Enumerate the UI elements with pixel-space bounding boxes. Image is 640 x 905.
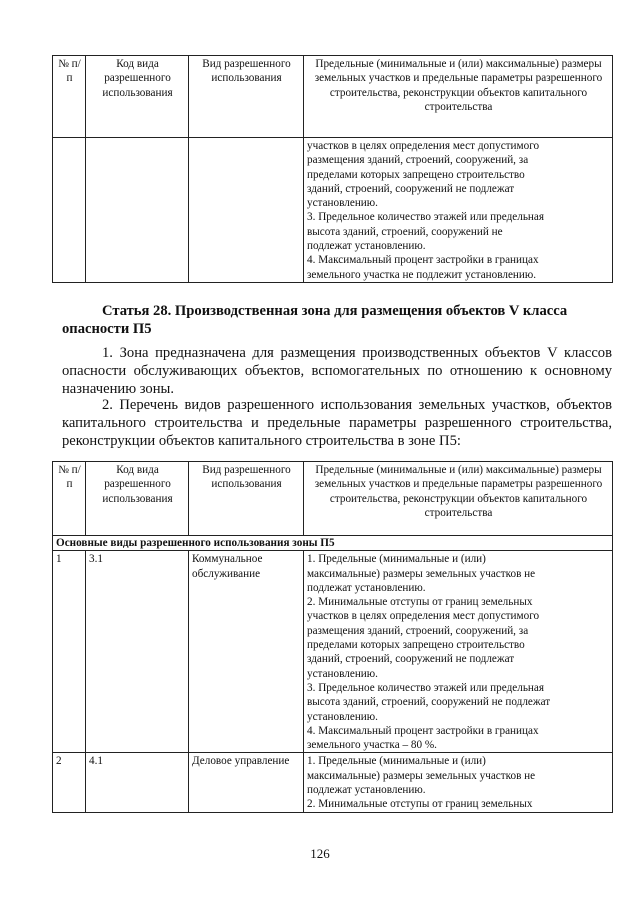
header-kind: Вид разрешенного использования [189, 462, 304, 536]
header-params: Предельные (минимальные и (или) максимальные) размеры земельных участков и предельные параметры разрешенного строительства, реконструкции объектов капитального строительства [304, 462, 613, 536]
cell-params [304, 551, 613, 753]
params-line: 3. Предельное количество этажей или предельная [307, 681, 545, 694]
params-line: подлежат установлению. [307, 581, 426, 594]
params-line: установлению. [307, 667, 378, 680]
params-line: зданий, строений, сооружений не подлежат [307, 653, 515, 666]
params-line: 2. Минимальные отступы от границ земельных [307, 596, 533, 609]
params-line: участков в целях определения мест допустимого [307, 140, 540, 152]
params-line: подлежат установлению. [307, 784, 426, 797]
article-heading [62, 302, 612, 338]
params-line: пределами которых запрещено строительство [307, 639, 525, 652]
cell-num [53, 138, 86, 283]
params-line: 4. Максимальный процент застройки в границах [307, 724, 539, 737]
article-title-line2: опасности П5 [62, 321, 152, 337]
cell-kind [189, 138, 304, 283]
params-line: размещения зданий, строений, сооружений, за [307, 154, 529, 167]
header-code: Код вида разрешенного использования [86, 56, 189, 138]
params-line: максимальные) размеры земельных участков не [307, 769, 536, 782]
params-line: 3. Предельное количество этажей или предельная [307, 211, 545, 224]
cell-params [304, 753, 613, 812]
params-line: земельного участка не подлежит установлению. [307, 268, 537, 281]
header-num: № п/п [53, 56, 86, 138]
params-line: участков в целях определения мест допустимого [307, 610, 540, 623]
table-row [53, 753, 613, 812]
page-number: 126 [310, 846, 330, 861]
params-line: 1. Предельные (минимальные и (или) [307, 553, 486, 566]
header-code: Код вида разрешенного использования [86, 462, 189, 536]
article-title-line1: Статья 28. Производственная зона для размещения объектов V класса [102, 303, 568, 319]
paragraph-1: 1. Зона предназначена для размещения производственных объектов V классов опасности обслуживающих объектов, вспомогательных по отношению к основному назначению зоны. [62, 345, 612, 397]
params-line: высота зданий, строений, сооружений не [307, 225, 503, 238]
params-line: пределами которых запрещено строительство [307, 168, 525, 181]
params-line: размещения зданий, строений, сооружений, за [307, 624, 529, 637]
params-line: 1. Предельные (минимальные и (или) [307, 755, 486, 768]
cell-num: 1 [53, 551, 86, 753]
cell-code: 3.1 [86, 551, 189, 753]
params-line: зданий, строений, сооружений не подлежат [307, 182, 515, 195]
header-kind: Вид разрешенного использования [189, 56, 304, 138]
params-line: 2. Минимальные отступы от границ земельных [307, 798, 533, 811]
section-row [53, 536, 613, 551]
table-header-row [53, 56, 613, 138]
table-zone-p5 [52, 461, 613, 813]
cell-code [86, 138, 189, 283]
paragraph-2: 2. Перечень видов разрешенного использования земельных участков, объектов капитального строительства и предельные параметры разрешенного строительства, реконструкции объектов капитального строительства в зоне П5: [62, 397, 612, 449]
header-num: № п/п [53, 462, 86, 536]
cell-kind: Коммунальное обслуживание [189, 551, 304, 753]
params-line: подлежат установлению. [307, 240, 426, 253]
cell-params [304, 138, 613, 283]
params-line: максимальные) размеры земельных участков не [307, 567, 536, 580]
params-line: высота зданий, строений, сооружений не подлежат [307, 696, 551, 709]
cell-num: 2 [53, 753, 86, 812]
table-continued [52, 55, 613, 283]
params-line: земельного участка – 80 %. [307, 739, 437, 752]
table-row [53, 138, 613, 283]
table-header-row [53, 462, 613, 536]
section-title: Основные виды разрешенного использования зоны П5 [53, 536, 613, 551]
header-params: Предельные (минимальные и (или) максимальные) размеры земельных участков и предельные параметры разрешенного строительства, реконструкции объектов капитального строительства [304, 56, 613, 138]
table-row [53, 551, 613, 753]
cell-kind: Деловое управление [189, 753, 304, 812]
cell-code: 4.1 [86, 753, 189, 812]
params-line: установлению. [307, 197, 378, 210]
params-line: установлению. [307, 710, 378, 723]
params-line: 4. Максимальный процент застройки в границах [307, 254, 539, 267]
